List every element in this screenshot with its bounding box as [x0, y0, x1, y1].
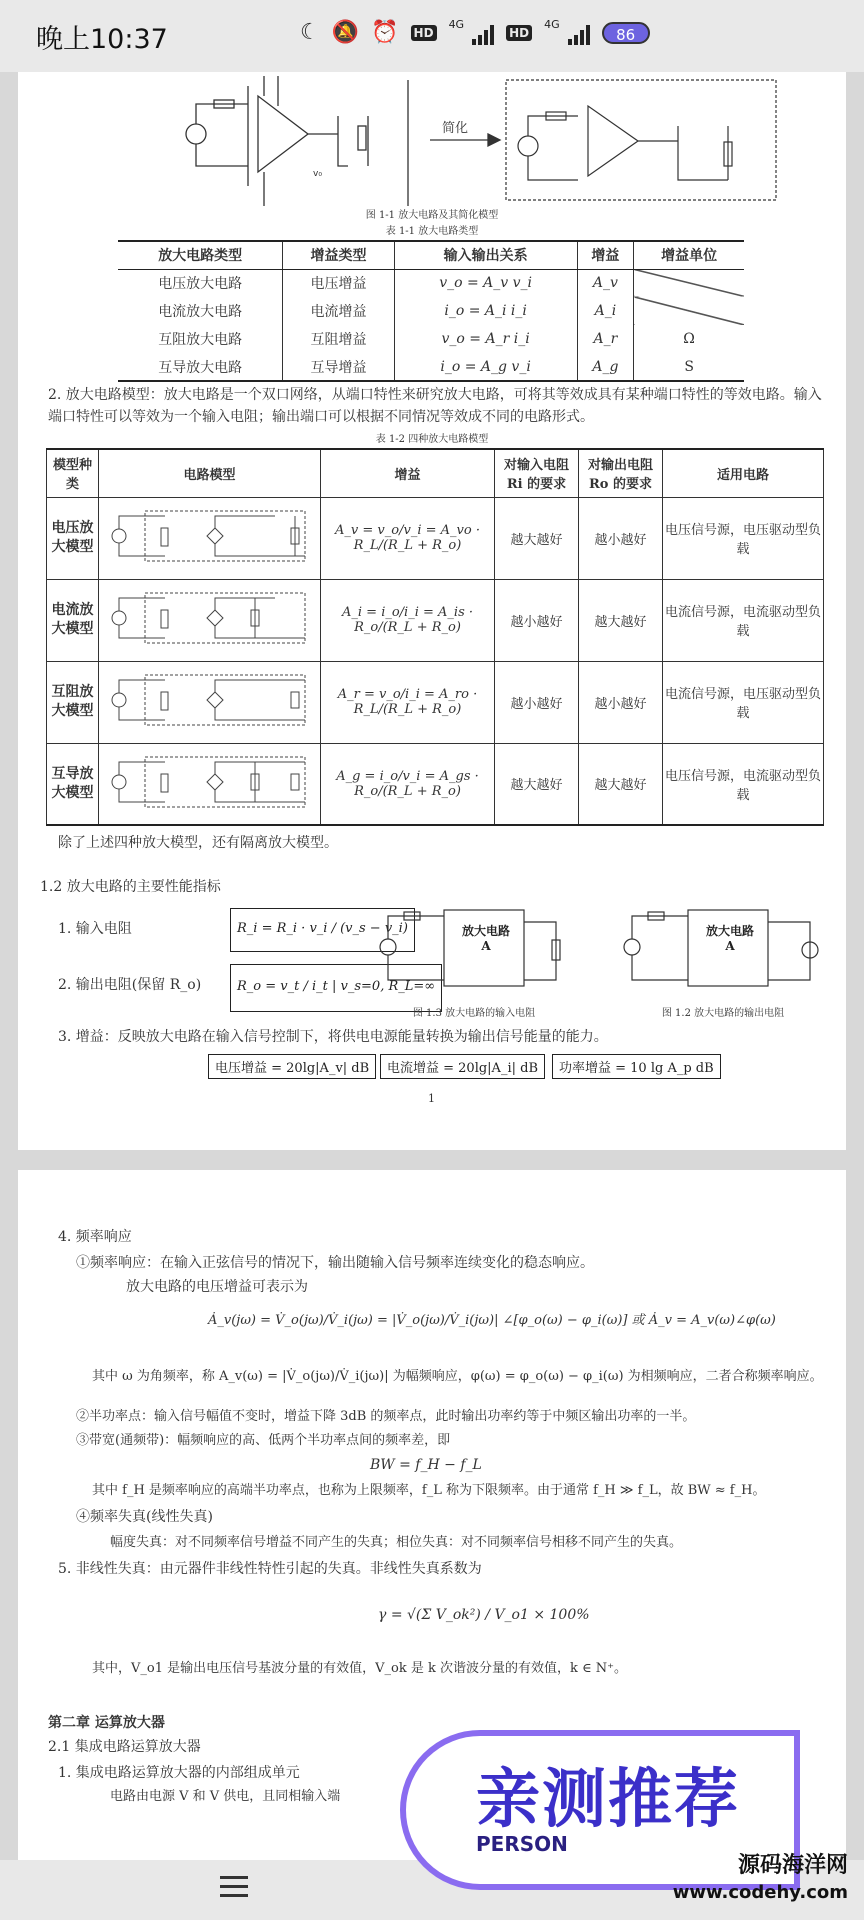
- ri-requirement: 越大越好: [495, 743, 579, 825]
- table-cell: i_o = A_i i_i: [394, 297, 577, 325]
- table-cell: 电压放大电路: [118, 269, 283, 297]
- battery-icon: 86: [602, 22, 650, 44]
- circuit-model-icon: [105, 506, 315, 566]
- output-resistance-label: 2. 输出电阻(保留 R_o): [58, 977, 202, 993]
- item-5-nonlinear: 5. 非线性失真：由元器件非线性特性引起的失真。非线性失真系数为: [58, 1561, 482, 1577]
- applicable-circuit: 电流信号源，电压驱动型负载: [663, 661, 824, 743]
- mute-icon: 🔕: [331, 20, 360, 45]
- ro-requirement: 越大越好: [579, 579, 663, 661]
- simplify-label: 简化: [442, 121, 469, 136]
- table-cell: S: [634, 353, 744, 381]
- menu-icon[interactable]: [220, 1876, 248, 1903]
- table-header: 对输出电阻 Ro 的要求: [579, 449, 663, 497]
- signal-icon-1: [472, 21, 494, 45]
- item-3-gain: 3. 增益：反映放大电路在输入信号控制下，将供电电源能量转换为输出信号能量的能力。: [58, 1029, 608, 1045]
- applicable-circuit: 电流信号源，电流驱动型负载: [663, 579, 824, 661]
- chapter-2-heading: 第二章 运算放大器: [48, 1715, 165, 1731]
- input-resistance-label: 1. 输入电阻: [58, 921, 132, 937]
- page-number: 1: [428, 1092, 435, 1105]
- moon-icon: ☾: [300, 20, 320, 45]
- table-header: 增益: [321, 449, 495, 497]
- table-row: [47, 743, 824, 825]
- table-cell: A_i: [577, 297, 634, 325]
- table-header-row: [47, 449, 824, 497]
- power-gain-box: 功率增益 = 10 lg A_p dB: [552, 1054, 721, 1079]
- status-icons: [300, 20, 650, 45]
- model-name: 互阻放大模型: [47, 661, 99, 743]
- ri-requirement: 越小越好: [495, 661, 579, 743]
- table-row: [118, 325, 744, 353]
- network-type-2: 4G: [544, 18, 560, 31]
- watermark-url: www.codehy.com: [672, 1882, 848, 1903]
- gain-formula: A_v = v_o/v_i = A_vo · R_L/(R_L + R_o): [321, 497, 495, 579]
- circuit-model-icon: [105, 588, 315, 648]
- current-gain-box: 电流增益 = 20lg|A_i| dB: [380, 1054, 545, 1079]
- table-cell: A_g: [577, 353, 634, 381]
- frequency-distortion: ④频率失真(线性失真): [76, 1509, 213, 1525]
- figure-1-3-caption: 图 1.3 放大电路的输入电阻: [412, 1008, 536, 1019]
- amplifier-circuit-figure: [168, 76, 788, 216]
- table-cell: Ω: [634, 325, 744, 353]
- hd-badge-2: HD: [506, 25, 532, 41]
- item-4-heading: 4. 频率响应: [58, 1229, 132, 1245]
- table-1-2-caption: 表 1-2 四种放大电路模型: [375, 434, 489, 445]
- table-row: [118, 353, 744, 381]
- table-cell: 互阻放大电路: [118, 325, 283, 353]
- hd-badge: HD: [411, 25, 437, 41]
- status-bar: [0, 0, 864, 72]
- frequency-response-def: ①频率响应：在输入正弦信号的情况下，输出随输入信号频率连续变化的稳态响应。: [76, 1255, 594, 1271]
- figure-1-1-caption: 图 1-1 放大电路及其简化模型: [365, 210, 499, 221]
- model-name: 电压放大模型: [47, 497, 99, 579]
- promo-subtitle: PERSON: [476, 1832, 568, 1856]
- gain-formula: A_g = i_o/v_i = A_gs · R_o/(R_L + R_o): [321, 743, 495, 825]
- circuit-model-icon: [105, 752, 315, 812]
- network-type-1: 4G: [448, 18, 465, 31]
- ri-requirement: 越小越好: [495, 579, 579, 661]
- amplifier-types-table: [118, 240, 744, 382]
- bandwidth-def: ③带宽(通频带)：幅频响应的高、低两个半功率点间的频率差，即: [76, 1433, 451, 1448]
- table-header: 增益: [577, 241, 634, 269]
- table-cell-diagonal: [634, 269, 744, 297]
- input-resistance-formula: R_i = R_i · v_i / (v_s − v_i): [230, 908, 415, 952]
- table-header: 电路模型: [99, 449, 321, 497]
- table-cell: 互导增益: [283, 353, 394, 381]
- document-page-1[interactable]: [18, 72, 846, 1150]
- table-cell: 电压增益: [283, 269, 394, 297]
- section-2-1-heading: 2.1 集成电路运算放大器: [48, 1739, 201, 1755]
- table-header: 增益单位: [634, 241, 744, 269]
- alarm-icon: ⏰: [371, 20, 399, 45]
- voltage-gain-intro: 放大电路的电压增益可表示为: [126, 1279, 308, 1295]
- magnitude-phase-response: 其中 ω 为角频率，称 A_v(ω) = |V̇_o(jω)/V̇_i(jω)| 为幅频响应，φ(ω) = φ_o(ω) − φ_i(ω) 为相频响应，二者合称频率响应。: [92, 1369, 823, 1384]
- amplifier-models-table: [46, 448, 824, 826]
- table-header: 适用电路: [663, 449, 824, 497]
- circuit-model-diagram: [99, 743, 321, 825]
- circuit-model-icon: [105, 670, 315, 730]
- watermark-title: 源码海洋网: [737, 1853, 848, 1878]
- table-header: 输入输出关系: [394, 241, 577, 269]
- svg-text:v₀: v₀: [313, 169, 322, 179]
- circuit-model-diagram: [99, 497, 321, 579]
- section-2-1-item-1: 1. 集成电路运算放大器的内部组成单元: [58, 1765, 300, 1781]
- table-header-row: [118, 241, 744, 269]
- amp-box-title: 放大电路: [705, 924, 754, 938]
- after-table-note: 除了上述四种放大模型，还有隔离放大模型。: [58, 835, 338, 851]
- output-resistance-formula: R_o = v_t / i_t | v_s=0, R_L=∞: [230, 964, 442, 1012]
- equation-gain: Ȧ_v(jω) = V̇_o(jω)/V̇_i(jω) = |V̇_o(jω)/V̇_i(jω)| ∠[φ_o(ω) − φ_i(ω)] 或 Ȧ_v = A_v(ω)∠φ(ω): [208, 1313, 776, 1328]
- table-header: 增益类型: [283, 241, 394, 269]
- equation-thd: γ = √(Σ V_ok²) / V_o1 × 100%: [378, 1607, 590, 1623]
- ro-requirement: 越大越好: [579, 743, 663, 825]
- amp-label-input-fig: [446, 922, 526, 953]
- promo-title: 亲测推荐: [476, 1763, 740, 1837]
- table-cell: 电流放大电路: [118, 297, 283, 325]
- table-header: 模型种类: [47, 449, 99, 497]
- table-cell: v_o = A_r i_i: [394, 325, 577, 353]
- signal-icon-2: [568, 21, 590, 45]
- applicable-circuit: 电压信号源，电流驱动型负载: [663, 743, 824, 825]
- circuit-model-diagram: [99, 579, 321, 661]
- equation-bandwidth: BW = f_H − f_L: [370, 1457, 482, 1473]
- table-1-1-caption: 表 1-1 放大电路类型: [385, 226, 479, 237]
- model-name: 互导放大模型: [47, 743, 99, 825]
- table-cell: A_r: [577, 325, 634, 353]
- voltage-gain-box: 电压增益 = 20lg|A_v| dB: [208, 1054, 376, 1079]
- table-header: 放大电路类型: [118, 241, 283, 269]
- model-name: 电流放大模型: [47, 579, 99, 661]
- ro-requirement: 越小越好: [579, 497, 663, 579]
- applicable-circuit: 电压信号源，电压驱动型负载: [663, 497, 824, 579]
- item-2-paragraph: 2. 放大电路模型：放大电路是一个双口网络，从端口特性来研究放大电路，可将其等效成具有某种端口特性的等效电路。输入端口特性可以等效为一个输入电阻；输出端口可以根据不同情况等效成不同的电路形式。: [48, 387, 822, 425]
- amp-box-sub: A: [481, 939, 491, 953]
- distortion-types: 幅度失真：对不同频率信号增益不同产生的失真；相位失真：对不同频率信号相移不同产生的失真。: [110, 1535, 683, 1550]
- table-cell: v_o = A_v v_i: [394, 269, 577, 297]
- gain-formula: A_r = v_o/i_i = A_ro · R_L/(R_L + R_o): [321, 661, 495, 743]
- table-cell: 电流增益: [283, 297, 394, 325]
- table-cell: 互阻增益: [283, 325, 394, 353]
- figure-1-2-caption: 图 1.2 放大电路的输出电阻: [661, 1008, 785, 1019]
- section-1-2-heading: 1.2 放大电路的主要性能指标: [40, 879, 221, 895]
- section-2-1-item-text: 电路由电源 V 和 V 供电，且同相输入端: [110, 1789, 341, 1804]
- gain-formula: A_i = i_o/i_i = A_is · R_o/(R_L + R_o): [321, 579, 495, 661]
- ro-requirement: 越小越好: [579, 661, 663, 743]
- table-row: [118, 269, 744, 297]
- table-cell: i_o = A_g v_i: [394, 353, 577, 381]
- table-row: [47, 579, 824, 661]
- amp-box-title: 放大电路: [461, 924, 510, 938]
- status-time: 晚上10:37: [36, 23, 168, 55]
- table-cell: A_v: [577, 269, 634, 297]
- circuit-model-diagram: [99, 661, 321, 743]
- half-power-point: ②半功率点：输入信号幅值不变时，增益下降 3dB 的频率点，此时输出功率约等于中频区输出功率的一半。: [76, 1409, 696, 1424]
- amp-box-sub: A: [725, 939, 735, 953]
- table-cell: 互导放大电路: [118, 353, 283, 381]
- table-cell-diagonal: [634, 297, 744, 325]
- ri-requirement: 越大越好: [495, 497, 579, 579]
- table-header: 对输入电阻 Ri 的要求: [495, 449, 579, 497]
- thd-explain: 其中，V_o1 是输出电压信号基波分量的有效值，V_ok 是 k 次谐波分量的有效值，k ∈ N⁺。: [92, 1661, 627, 1676]
- amp-label-output-fig: [690, 922, 770, 953]
- bandwidth-explain: 其中 f_H 是频率响应的高端半功率点，也称为上限频率，f_L 称为下限频率。由于通常 f_H ≫ f_L，故 BW ≈ f_H。: [92, 1483, 766, 1498]
- table-row: [118, 297, 744, 325]
- table-row: [47, 497, 824, 579]
- table-row: [47, 661, 824, 743]
